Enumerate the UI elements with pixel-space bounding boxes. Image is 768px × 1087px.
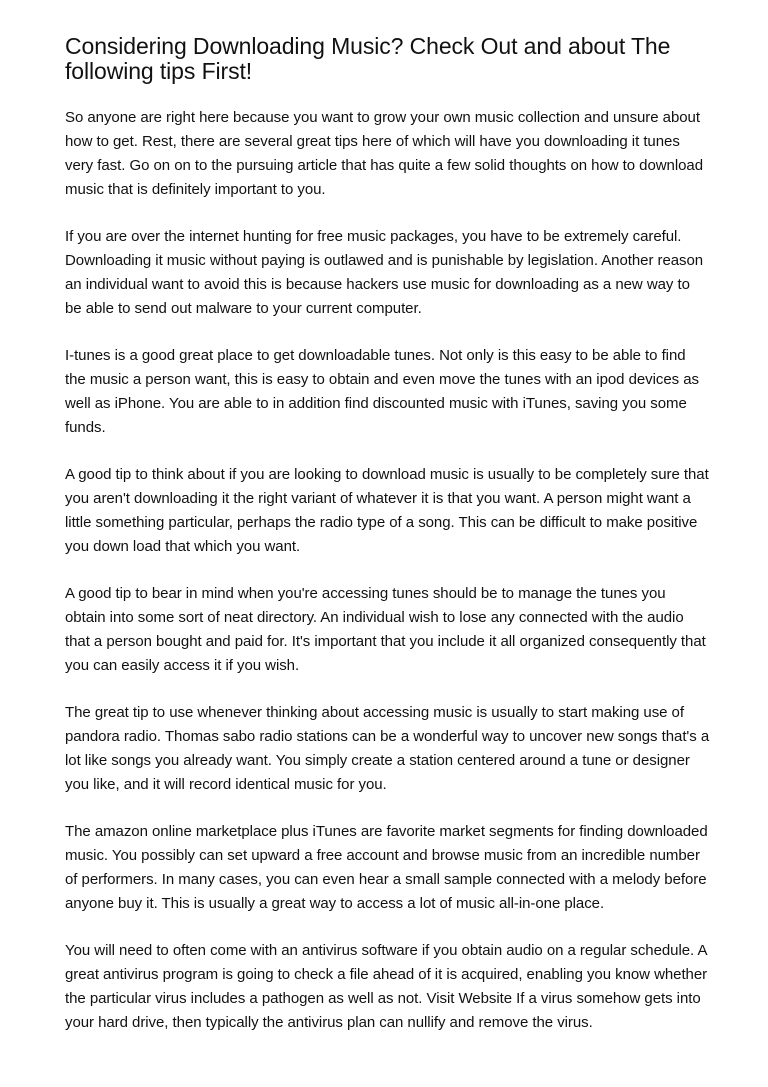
paragraph: The great tip to use whenever thinking about accessing music is usually to start making use of pandora radio. Thomas sabo radio stations can be a wonderful way to uncover new songs that's a lot like songs you already want. You simply create a station centered around a tune or designer you like, and it will record identical music for you. xyxy=(65,704,710,793)
document-title: Considering Downloading Music? Check Out and about The following tips First! xyxy=(65,33,671,84)
paragraph: The amazon online marketplace plus iTunes are favorite market segments for finding downloaded music. You possibly can set upward a free account and browse music from an incredible number of performers. In many cases, you can even hear a small sample connected with a melody before anyone buy it. This is usually a great way to access a lot of music all-in-one place. xyxy=(65,823,708,912)
paragraph: A good tip to bear in mind when you're accessing tunes should be to manage the tunes you obtain into some sort of neat directory. An individual wish to lose any connected with the audio that a person bought and paid for. It's important that you include it all organized consequently that you can easily access it if you wish. xyxy=(65,585,706,674)
paragraph: You will need to often come with an antivirus software if you obtain audio on a regular schedule. A great antivirus program is going to check a file ahead of it is acquired, enabling you know whether the particular virus includes a pathogen as well as not. Visit Website If a virus somehow gets into your hard drive, then typically the antivirus plan can nullify and remove the virus. xyxy=(65,942,708,1031)
paragraph: A good tip to think about if you are looking to download music is usually to be completely sure that you aren't downloading it the right variant of whatever it is that you want. A person might want a little something particular, perhaps the radio type of a song. This can be difficult to make positive you down load that which you want. xyxy=(65,466,709,555)
paragraph: If you are over the internet hunting for free music packages, you have to be extremely careful. Downloading it music without paying is outlawed and is punishable by legislation. Another reason an individual want to avoid this is because hackers use music for downloading as a new way to be able to send out malware to your current computer. xyxy=(65,228,704,317)
paragraph: So anyone are right here because you want to grow your own music collection and unsure about how to get. Rest, there are several great tips here of which will have you downloading it tunes very fast. Go on on to the pursuing article that has quite a few solid thoughts on how to download music that is definitely important to you. xyxy=(65,109,703,198)
paragraph: I-tunes is a good great place to get downloadable tunes. Not only is this easy to be able to find the music a person want, this is easy to obtain and even move the tunes with an ipod devices as well as iPhone. You are able to in addition find discounted music with iTunes, saving you some funds. xyxy=(65,347,699,436)
